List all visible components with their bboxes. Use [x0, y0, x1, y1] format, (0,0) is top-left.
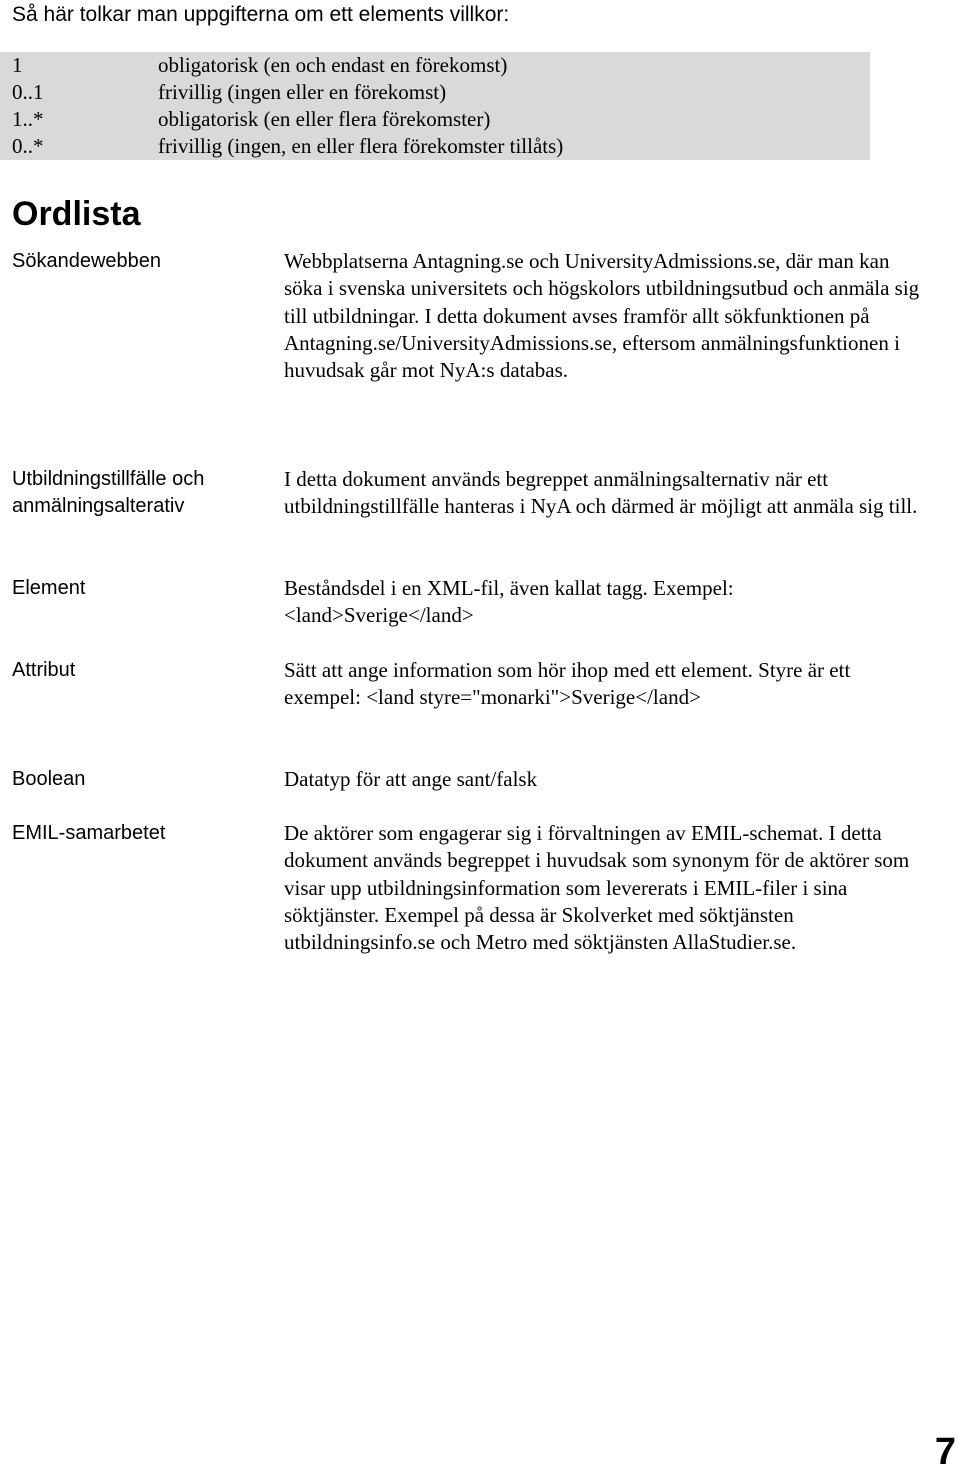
- glossary-definition: De aktörer som engagerar sig i förvaltningen av EMIL-schemat. I detta dokument används begreppet i huvudsak som synonym för de aktörer som visar upp utbildningsinformation som levererats i EMIL-filer i sina söktjänster. Exempel på dessa är Skolverket med söktjänsten utbildningsinfo.se och Metro med söktjänsten AllaStudier.se.: [284, 821, 910, 955]
- glossary-term: Boolean: [12, 768, 86, 790]
- cardinality-table: [0, 52, 870, 160]
- cardinality-row: [0, 106, 870, 133]
- glossary-term: Attribut: [12, 659, 76, 681]
- intro-text: Så här tolkar man uppgifterna om ett elements villkor:: [12, 3, 510, 26]
- cardinality-code: 1: [12, 53, 23, 77]
- cardinality-description: frivillig (ingen eller en förekomst): [158, 80, 447, 104]
- cardinality-row: [0, 52, 870, 79]
- cardinality-row: [0, 79, 870, 106]
- glossary-definition: I detta dokument används begreppet anmälningsalternativ när ett utbildningstillfälle hanteras i NyA och därmed är möjligt att anmäla sig till.: [284, 467, 918, 519]
- glossary-definition: Beståndsdel i en XML-fil, även kallat tagg. Exempel: <land>Sverige</land>: [284, 576, 734, 628]
- glossary-term: Utbildningstillfälle och anmälningsalterativ: [12, 468, 205, 517]
- glossary-term: Element: [12, 577, 86, 599]
- cardinality-row: [0, 133, 870, 160]
- cardinality-description: frivillig (ingen, en eller flera förekomster tillåts): [158, 134, 564, 158]
- cardinality-description: obligatorisk (en eller flera förekomster): [158, 107, 491, 131]
- cardinality-code: 0..*: [12, 134, 44, 158]
- glossary-term: Sökandewebben: [12, 250, 162, 272]
- glossary-definition: Datatyp för att ange sant/falsk: [284, 767, 538, 791]
- glossary-term: EMIL-samarbetet: [12, 822, 166, 844]
- glossary-heading: Ordlista: [12, 195, 141, 233]
- glossary-definition: Sätt att ange information som hör ihop med ett element. Styre är ett exempel: <land styre="monarki">Sverige</land>: [284, 658, 851, 710]
- glossary-definition: Webbplatserna Antagning.se och UniversityAdmissions.se, där man kan söka i svenska universitets och högskolors utbildningsutbud och anmäla sig till utbildningar. I detta dokument avses framför allt sökfunktionen på Antagning.se/UniversityAdmissions.se, eftersom anmälningsfunktionen i huvudsak går mot NyA:s databas.: [284, 249, 920, 383]
- cardinality-description: obligatorisk (en och endast en förekomst): [158, 53, 508, 77]
- cardinality-code: 1..*: [12, 107, 44, 131]
- page-number: 7: [934, 1431, 956, 1473]
- cardinality-code: 0..1: [12, 80, 44, 104]
